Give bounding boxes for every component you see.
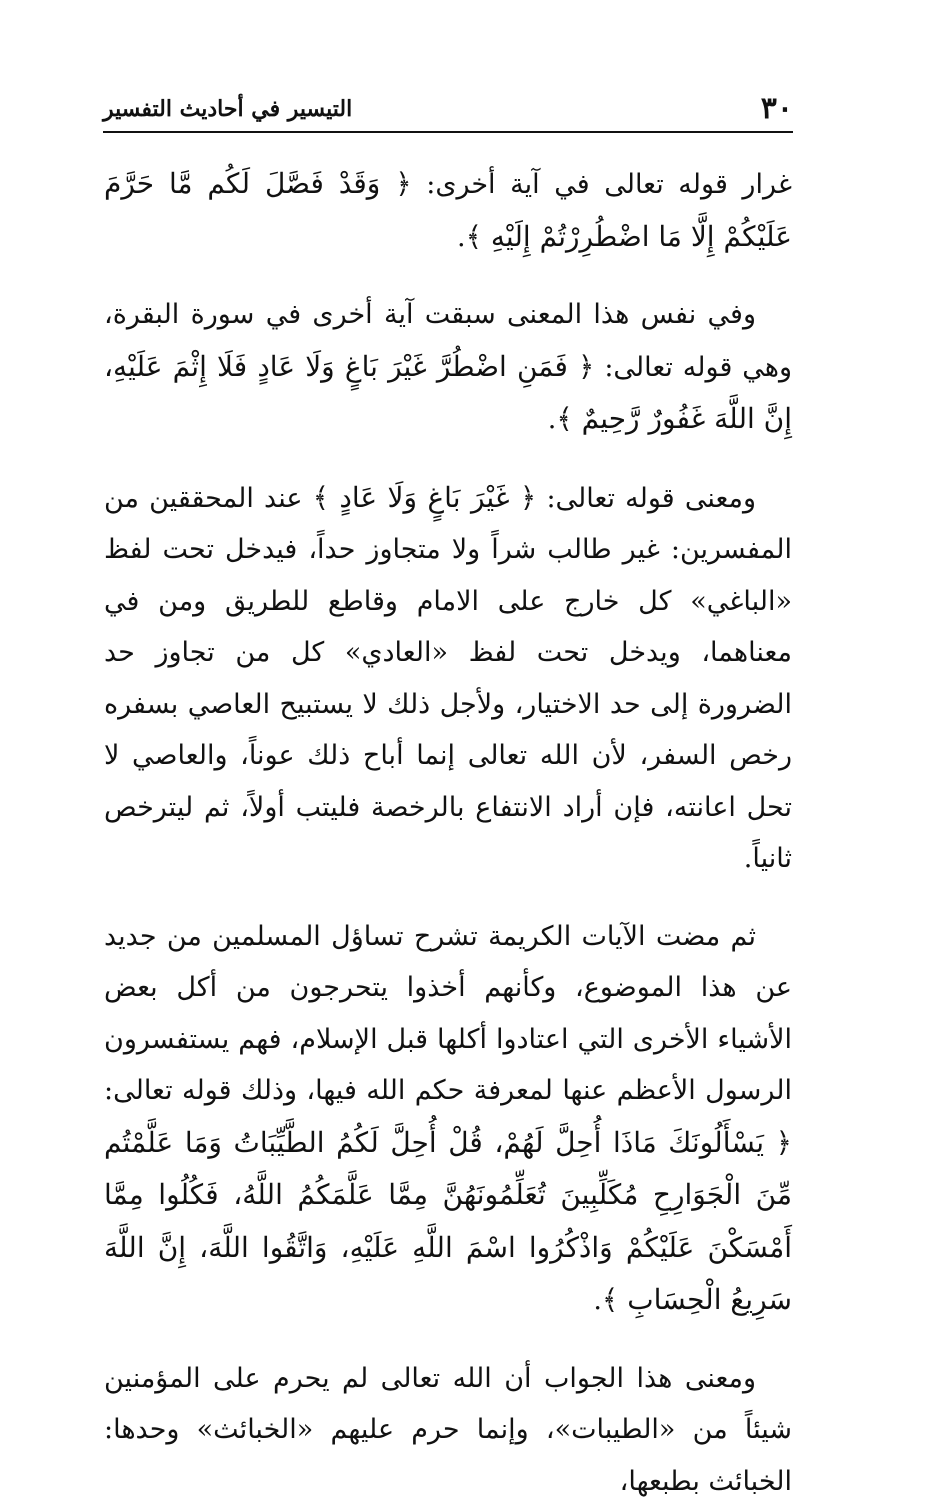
paragraph-text: . xyxy=(457,222,466,253)
paragraph-5 xyxy=(104,1353,792,1507)
page-header xyxy=(103,92,793,130)
quran-verse: ﴿ وَقَدْ فَصَّلَ لَكُم مَّا حَرَّمَ عَلَيْكُمْ إِلَّا مَا اضْطُرِرْتُمْ إِلَيْهِ ﴾ xyxy=(104,167,792,253)
header-rule xyxy=(103,131,793,133)
paragraph-text: . xyxy=(548,404,557,435)
paragraph-text: ثم مضت الآيات الكريمة تشرح تساؤل المسلمين من جديد عن هذا الموضوع، وكأنهم أخذوا يتحرجون من أكل بعض الأشياء الأخرى التي اعتادوا أكلها قبل الإسلام، فهم يستفسرون الرسول الأعظم عنها لمعرفة حكم الله فيها، وذلك قوله تعالى: xyxy=(104,921,792,1107)
paragraph-3 xyxy=(104,472,792,885)
paragraph-text: ومعنى هذا الجواب أن الله تعالى لم يحرم على المؤمنين شيئاً من «الطيبات»، وإنما حرم عليهم «الخبائث» وحدها: الخبائث بطبعها، xyxy=(104,1363,792,1497)
paragraph-4 xyxy=(104,911,792,1327)
paragraph-text: عند المحققين من المفسرين: غير طالب شراً ولا متجاوز حداً، فيدخل تحت لفظ «الباغي» كل خارج على الامام وقاطع للطريق ومن في معناهما، ويدخل تحت لفظ «العادي» كل من تجاوز حد الضرورة إلى حد الاختيار، ولأجل ذلك لا يستبيح العاصي بسفره رخص السفر، لأن الله تعالى إنما أباح ذلك عوناً، والعاصي لا تحل اعانته، فإن أراد الانتفاع بالرخصة فليتب أولاً، ثم ليترخص ثانياً. xyxy=(104,483,792,875)
page-number: ٣٠ xyxy=(761,92,793,126)
paragraph-text: وفي نفس هذا المعنى سبقت آية أخرى في سورة البقرة، وهي قوله تعالى: xyxy=(104,299,792,383)
body-text xyxy=(104,158,792,1507)
paragraph-text: . xyxy=(593,1285,602,1316)
paragraph-text: ومعنى قوله تعالى: xyxy=(536,483,756,514)
paragraph-text: غرار قوله تعالى في آية أخرى: xyxy=(412,169,792,200)
quran-verse: ﴿ غَيْرَ بَاغٍ وَلَا عَادٍ ﴾ xyxy=(313,481,537,514)
quran-verse: ﴿ يَسْأَلُونَكَ مَاذَا أُحِلَّ لَهُمْ، قُلْ أُحِلَّ لَكُمُ الطَّيِّبَاتُ وَمَا عَلَّمْتُم مِّنَ الْجَوَارِحِ مُكَلِّبِينَ تُعَلِّمُونَهُنَّ مِمَّا عَلَّمَكُمُ اللَّهُ، فَكُلُوا مِمَّا أَمْسَكْنَ عَلَيْكُمْ وَاذْكُرُوا اسْمَ اللَّهِ عَلَيْهِ، وَاتَّقُوا اللَّهَ، إِنَّ اللَّهَ سَرِيعُ الْحِسَابِ ﴾ xyxy=(104,1126,792,1317)
paragraph-1 xyxy=(104,158,792,263)
quran-verse: ﴿ فَمَنِ اضْطُرَّ غَيْرَ بَاغٍ وَلَا عَادٍ فَلَا إِثْمَ عَلَيْهِ، إِنَّ اللَّهَ غَفُورٌ رَّحِيمٌ ﴾ xyxy=(104,350,792,436)
paragraph-2 xyxy=(104,289,792,446)
running-title: التيسير في أحاديث التفسير xyxy=(103,94,352,124)
